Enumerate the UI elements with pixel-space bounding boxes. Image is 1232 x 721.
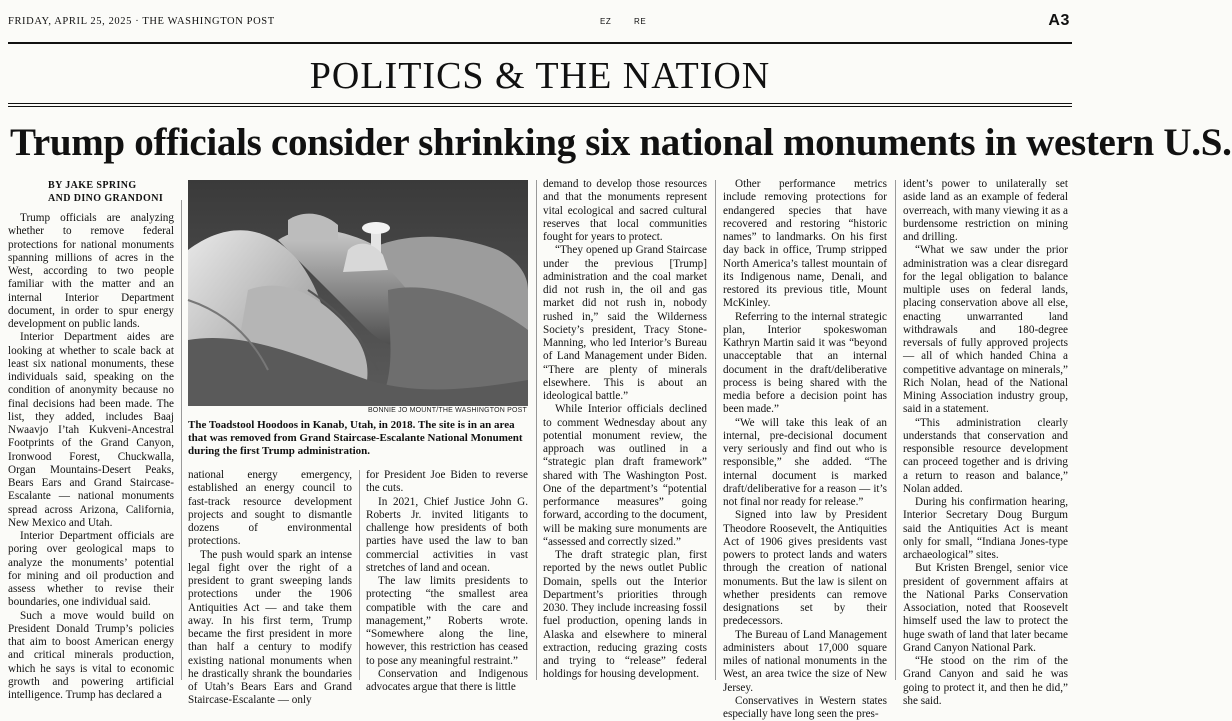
article-paragraph: Other performance metrics include removing protections for endangered species that have recovered and restoring “historic names” to landmarks. On his first day back in office, Trump stripped North America’s tallest mountain of its Indigenous name, Denali, and restored its previous title, Mount McKinley. xyxy=(723,178,887,310)
column-rule xyxy=(895,180,896,680)
article-paragraph: The draft strategic plan, first reported by the news outlet Public Domain, spells out the Interior Department’s priorities through 2030. They include increasing fossil fuel production, opening lands in Alaska and elsewhere to mineral extraction, reducing grazing costs and trying to “release” federal holdings for housing development. xyxy=(543,549,707,681)
page-number: A3 xyxy=(1048,12,1070,29)
article-column-2 xyxy=(188,469,352,707)
hoodoos-landscape-image xyxy=(188,180,528,406)
article-paragraph: The push would spark an intense legal fight over the right of a president to grant sweeping lands protections under the 1906 Antiquities Act — and take them away. In his first term, Trump became the first president in more than half a century to modify existing national monuments when he drastically shrank the boundaries of Utah’s Bears Ears and Grand Staircase-Escalante — only xyxy=(188,548,352,707)
article-paragraph: In 2021, Chief Justice John G. Roberts Jr. invited litigants to challenge how presidents of both parties have used the law to ban commercial activities in vast stretches of land and ocean. xyxy=(366,495,528,574)
article-paragraph: During his confirmation hearing, Interior Secretary Doug Burgum said the Antiquities Act is meant only for small, “Indiana Jones-type archaeological” sites. xyxy=(903,496,1068,561)
article-column-5 xyxy=(723,178,887,720)
column-rule xyxy=(536,180,537,680)
masthead xyxy=(8,12,1072,30)
article-paragraph: “What we saw under the prior administration was a clear disregard for the legal obligation to balance multiple uses on federal lands, placing conservation above all else, enacting unwarranted land withdrawals and 180-degree reversals of fully approved projects — all of which handed China a competitive advantage on minerals,” Rich Nolan, head of the National Mining Association industry group, said in a statement. xyxy=(903,244,1068,416)
article-paragraph: The law limits presidents to protecting “the smallest area compatible with the care and management,” Roberts wrote. “Somewhere along the line, however, this restriction has ceased to pose any meaningful restraint.” xyxy=(366,575,528,667)
article-paragraph: Referring to the internal strategic plan, Interior spokeswoman Kathryn Martin said it was “beyond unacceptable that an internal document in the draft/deliberative process is being shared with the media before a decision point has been made.” xyxy=(723,310,887,416)
article-paragraph: The Bureau of Land Management administers about 17,000 square miles of national monuments in the West, an area twice the size of New Jersey. xyxy=(723,628,887,694)
article-paragraph: Conservatives in Western states especially have long seen the pres- xyxy=(723,694,887,720)
article-paragraph: Interior Department officials are poring over geological maps to analyze the monuments’ potential for mining and oil production and assess whether to revise their boundaries, one individual said. xyxy=(8,530,174,609)
masthead-rule xyxy=(8,42,1072,44)
byline xyxy=(48,179,178,205)
paper-name: THE WASHINGTON POST xyxy=(142,16,275,27)
photo-credit: BONNIE JO MOUNT/THE WASHINGTON POST xyxy=(367,407,527,414)
byline-author: AND DINO GRANDONI xyxy=(48,193,164,204)
article-column-4 xyxy=(543,178,707,680)
section-title: POLITICS & THE NATION xyxy=(309,55,771,97)
column-rule xyxy=(181,200,182,680)
byline-author: BY JAKE SPRING xyxy=(48,180,137,191)
article-paragraph: “He stood on the rim of the Grand Canyon and said he was going to protect it, and then he did,” she said. xyxy=(903,655,1068,707)
article-column-3 xyxy=(366,469,528,693)
article-paragraph: Such a move would build on President Donald Trump’s policies that aim to boost American energy and critical minerals production, which he says is vital to economic growth and powering artificial intelligence. Trump has declared a xyxy=(8,609,174,701)
section-rule xyxy=(8,103,1072,104)
article-paragraph: national energy emergency, established an energy council to fast-track resource development projects and sought to dismantle dozens of environmental protections. xyxy=(188,469,352,548)
article-column-6 xyxy=(903,178,1068,707)
monument-photo xyxy=(188,180,528,406)
article-paragraph: But Kristen Brengel, senior vice president of government affairs at the National Parks Conservation Association, noted that Roosevelt himself used the law to protect the huge swath of land that later became Grand Canyon National Park. xyxy=(903,562,1068,654)
headline: Trump officials consider shrinking six national monuments in western U.S. xyxy=(10,121,1232,164)
article-paragraph: “We will take this leak of an internal, pre-decisional document very seriously and find out who is responsible,” she added. “The internal document is marked draft/deliberative for a reason — it’s not final nor ready for release.” xyxy=(723,416,887,508)
article-paragraph: demand to develop those resources and that the monuments represent vital ecological and sacred cultural reserves that local communities fought for years to protect. xyxy=(543,178,707,243)
article-paragraph: for President Joe Biden to reverse the cuts. xyxy=(366,469,528,495)
article-paragraph: “This administration clearly understands that conservation and responsible resource development can proceed together and is driving a return to reason and balance,” Nolan added. xyxy=(903,416,1068,495)
section-rule xyxy=(8,106,1072,107)
article-column-1 xyxy=(8,212,174,701)
dateline-date: FRIDAY, APRIL 25, 2025 xyxy=(8,16,132,27)
column-rule xyxy=(359,470,360,680)
article-paragraph: Interior Department aides are looking at whether to scale back at least six national monuments, these individuals said, speaking on the condition of anonymity because no final decisions had been made. The list, they added, includes Baaj Nwaavjo I’tah Kukveni-Ancestral Footprints of the Grand Canyon, Ironwood Forest, Chuckwalla, Organ Mountains-Desert Peaks, Bears Ears and Grand Staircase-Escalante — national monuments spread across Arizona, California, New Mexico and Utah. xyxy=(8,331,174,529)
article-paragraph: “They opened up Grand Staircase under the previous [Trump] administration and the coal market did not rush in, the oil and gas market did not rush in, nobody rushed in,” said the Wilderness Society’s president, Tracy Stone-Manning, who led Interior’s Bureau of Land Management under Biden. “There are plenty of minerals elsewhere. This is about an ideological battle.” xyxy=(543,244,707,402)
column-rule xyxy=(715,180,716,680)
article-paragraph: Signed into law by President Theodore Roosevelt, the Antiquities Act of 1906 gives presidents vast powers to protect lands and waters through the creation of national monuments. But the law is silent on whether presidents can remove designations set by their predecessors. xyxy=(723,509,887,628)
edition-code: EZ xyxy=(600,17,612,26)
article-paragraph: Trump officials are analyzing whether to remove federal protections for national monuments spanning millions of acres in the West, according to two people familiar with the matter and an internal Interior Department document, in order to spur energy development on public lands. xyxy=(8,212,174,330)
edition-code: RE xyxy=(634,17,647,26)
article-paragraph: Conservation and Indigenous advocates argue that there is little xyxy=(366,667,528,693)
dateline-separator: · xyxy=(135,16,140,27)
article-paragraph: While Interior officials declined to comment Wednesday about any potential monument review, the approach was outlined in a “strategic plan draft framework” shared with The Washington Post. One of the department’s “potential performance measures” going forward, according to the document, will be making sure monuments are “assessed and correctly sized.” xyxy=(543,403,707,548)
photo-caption: The Toadstool Hoodoos in Kanab, Utah, in 2018. The site is in an area that was removed from Grand Staircase-Escalante National Monument during the first Trump administration. xyxy=(188,419,523,457)
dateline xyxy=(8,16,275,27)
article-paragraph: ident’s power to unilaterally set aside land as an example of federal overreach, with many viewing it as a burdensome restriction on mining and drilling. xyxy=(903,178,1068,243)
